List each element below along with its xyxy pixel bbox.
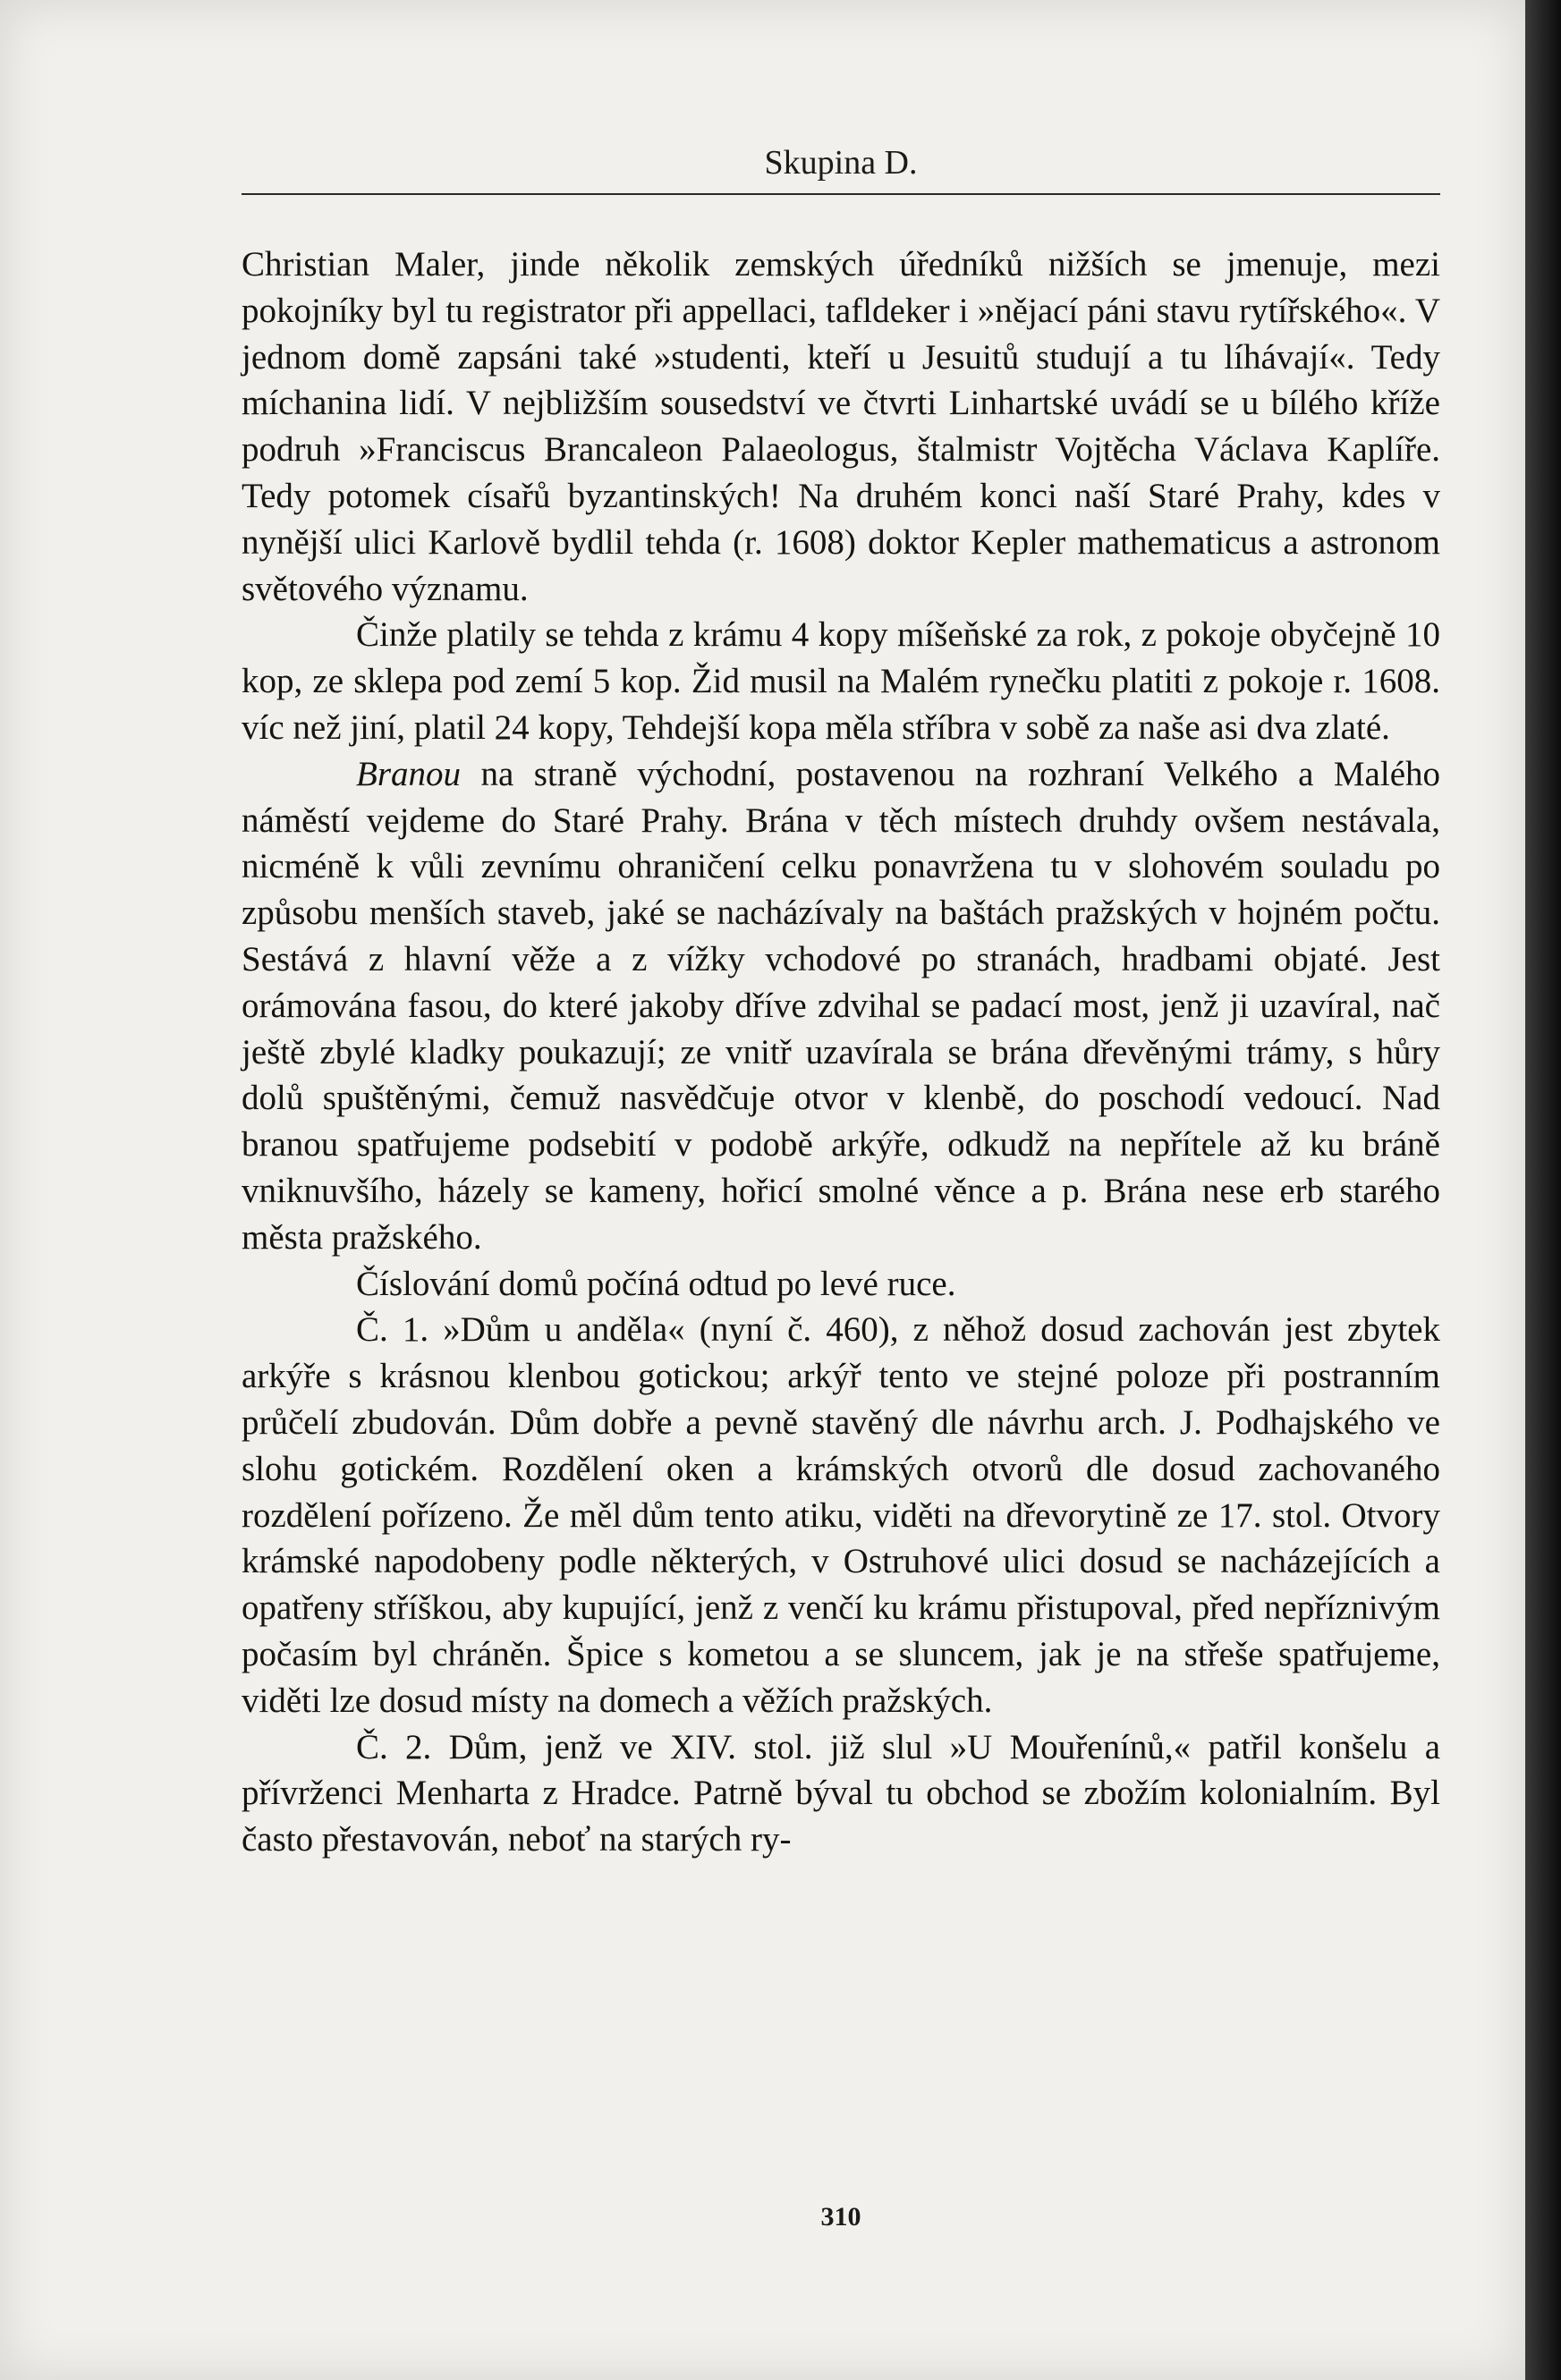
scan-edge bbox=[1525, 0, 1561, 2380]
paragraph-2: Činže platily se tehda z krámu 4 kopy míšeňské za rok, z pokoje obyčejně 10 kop, ze sklepa pod zemí 5 kop. Žid musil na Malém rynečku platiti z pokoje r. 1608. víc než jiní, platil 24 kopy, Tehdejší kopa měla stříbra v sobě za naše asi dva zlaté. bbox=[242, 615, 1440, 747]
running-header: Skupina D. bbox=[764, 144, 918, 182]
paragraph-6: Č. 2. Dům, jenž ve XIV. stol. již slul »U Mouřenínů,« patřil konšelu a přívrženci Menharta z Hradce. Patrně býval tu obchod se zbožím kolonialním. Byl často přestavován, neboť na starých ry- bbox=[242, 1727, 1440, 1859]
header-rule bbox=[242, 193, 1440, 195]
body-text bbox=[242, 241, 1440, 1863]
paragraph-3-lead: Branou bbox=[356, 754, 461, 793]
paragraph-3-text: na straně východní, postavenou na rozhraní Velkého a Malého náměstí vejdeme do Staré Prahy. Brána v těch místech druhdy ovšem nestávala, nicméně k vůli zevnímu ohraničení celku ponavržena tu v slohovém souladu po způsobu menších staveb, jaké se nacházívaly na baštách pražských v hojném počtu. Sestává z hlavní věže a z vížky vchodové po stranách, hradbami objaté. Jest orámována fasou, do které jakoby dříve zdvihal se padací most, jenž ji uzavíral, nač ještě zbylé kladky poukazují; ze vnitř uzavírala se brána dřevěnými trámy, s hůry dolů spuštěnými, čemuž nasvědčuje otvor v klenbě, do poschodí vedoucí. Nad branou spatřujeme podsebití v podobě arkýře, odkudž na nepřítele až ku bráně vniknuvšího, házely se kameny, hořicí smolné věnce a p. Brána nese erb starého města pražského. bbox=[242, 754, 1440, 1257]
paragraph-4: Číslování domů počíná odtud po levé ruce. bbox=[356, 1264, 956, 1303]
paragraph-3 bbox=[242, 751, 1440, 1261]
paragraph-5: Č. 1. »Dům u anděla« (nyní č. 460), z něhož dosud zachován jest zbytek arkýře s krásnou klenbou gotickou; arkýř tento ve stejné poloze při postranním průčelí zbudován. Dům dobře a pevně stavěný dle návrhu arch. J. Podhajského ve slohu gotickém. Rozdělení oken a krámských otvorů dle dosud zachovaného rozdělení pořízeno. Že měl dům tento atiku, viděti na dřevorytině ze 17. stol. Otvory krámské napodobeny podle některých, v Ostruhové ulici dosud se nacházejících a opatřeny stříškou, aby kupující, jenž z venčí ku krámu přistupoval, před nepříznivým počasím byl chráněn. Špice s kometou a se sluncem, jak je na střeše spatřujeme, viděti lze dosud místy na domech a věžích pražských. bbox=[242, 1310, 1440, 1720]
page-number: 310 bbox=[820, 2202, 861, 2232]
paragraph-1: Christian Maler, jinde několik zemských úředníků nižších se jmenuje, mezi pokojníky byl tu registrator při appellaci, tafldeker i »nějací páni stavu rytířského«. V jednom domě zapsáni také »studenti, kteří u Jesuitů studují a tu líhávají«. Tedy míchanina lidí. V nejbližším sousedství ve čtvrti Linhartské uvádí se u bílého kříže podruh »Franciscus Brancaleon Palaeologus, štalmistr Vojtěcha Václava Kaplíře. Tedy potomek císařů byzantinských! Na druhém konci naší Staré Prahy, kdes v nynější ulici Karlově bydlil tehda (r. 1608) doktor Kepler mathematicus a astronom světového významu. bbox=[242, 245, 1440, 608]
